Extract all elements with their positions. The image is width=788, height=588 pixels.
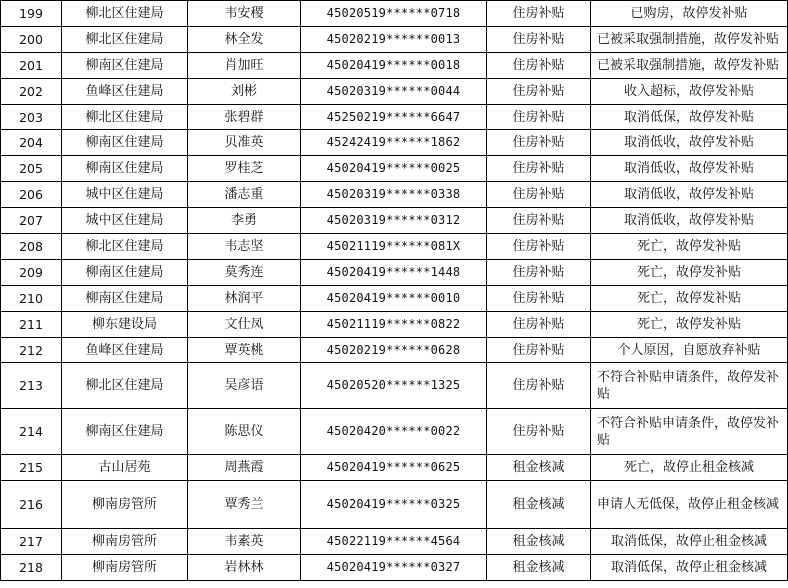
name-cell: 岩林林 <box>188 555 301 581</box>
table-row <box>1 259 788 285</box>
name-cell: 韦素英 <box>188 529 301 555</box>
id-cell: 45021119******0822 <box>301 311 487 337</box>
type-cell: 住房补贴 <box>487 363 591 409</box>
row-number: 209 <box>1 259 62 285</box>
id-cell: 45020319******0338 <box>301 182 487 208</box>
name-cell: 吴彦语 <box>188 363 301 409</box>
type-cell: 租金核减 <box>487 555 591 581</box>
type-cell: 住房补贴 <box>487 409 591 455</box>
type-cell: 住房补贴 <box>487 311 591 337</box>
id-cell: 45020520******1325 <box>301 363 487 409</box>
type-cell: 住房补贴 <box>487 104 591 130</box>
name-cell: 肖加旺 <box>188 52 301 78</box>
type-cell: 住房补贴 <box>487 259 591 285</box>
table-row <box>1 130 788 156</box>
reason-cell: 取消低收，故停发补贴 <box>591 208 788 234</box>
reason-cell: 死亡，故停止租金核减 <box>591 455 788 481</box>
row-number: 202 <box>1 78 62 104</box>
table-row <box>1 208 788 234</box>
reason-cell: 取消低收，故停发补贴 <box>591 156 788 182</box>
unit-cell: 古山居苑 <box>62 455 188 481</box>
row-number: 200 <box>1 26 62 52</box>
reason-cell: 取消低收，故停发补贴 <box>591 130 788 156</box>
table-row <box>1 1 788 27</box>
reason-cell: 已购房，故停发补贴 <box>591 1 788 27</box>
unit-cell: 城中区住建局 <box>62 182 188 208</box>
unit-cell: 柳南区住建局 <box>62 409 188 455</box>
unit-cell: 柳南区住建局 <box>62 130 188 156</box>
table-row <box>1 409 788 455</box>
reason-cell: 取消低保，故停发补贴 <box>591 104 788 130</box>
table-row <box>1 337 788 363</box>
id-cell: 45020319******0312 <box>301 208 487 234</box>
id-cell: 45020419******0010 <box>301 285 487 311</box>
id-cell: 45020519******0718 <box>301 1 487 27</box>
table-row <box>1 182 788 208</box>
unit-cell: 鱼峰区住建局 <box>62 78 188 104</box>
row-number: 212 <box>1 337 62 363</box>
id-cell: 45021119******081X <box>301 234 487 260</box>
row-number: 206 <box>1 182 62 208</box>
type-cell: 住房补贴 <box>487 130 591 156</box>
unit-cell: 城中区住建局 <box>62 208 188 234</box>
row-number: 214 <box>1 409 62 455</box>
type-cell: 住房补贴 <box>487 337 591 363</box>
reason-cell: 取消低保，故停止租金核减 <box>591 555 788 581</box>
id-cell: 45020419******0327 <box>301 555 487 581</box>
reason-cell: 个人原因，自愿放弃补贴 <box>591 337 788 363</box>
row-number: 199 <box>1 1 62 27</box>
unit-cell: 柳北区住建局 <box>62 234 188 260</box>
name-cell: 张碧群 <box>188 104 301 130</box>
row-number: 203 <box>1 104 62 130</box>
table-row <box>1 156 788 182</box>
unit-cell: 柳南房管所 <box>62 555 188 581</box>
name-cell: 李勇 <box>188 208 301 234</box>
table-row <box>1 78 788 104</box>
row-number: 210 <box>1 285 62 311</box>
row-number: 205 <box>1 156 62 182</box>
id-cell: 45020219******0628 <box>301 337 487 363</box>
unit-cell: 柳南房管所 <box>62 481 188 529</box>
table-row <box>1 481 788 529</box>
name-cell: 覃英桃 <box>188 337 301 363</box>
name-cell: 文仕凤 <box>188 311 301 337</box>
reason-cell: 收入超标，故停发补贴 <box>591 78 788 104</box>
row-number: 216 <box>1 481 62 529</box>
reason-cell: 不符合补贴申请条件，故停发补贴 <box>591 363 788 409</box>
unit-cell: 柳南区住建局 <box>62 52 188 78</box>
id-cell: 45250219******6647 <box>301 104 487 130</box>
table-row <box>1 234 788 260</box>
reason-cell: 死亡，故停发补贴 <box>591 259 788 285</box>
id-cell: 45020219******0013 <box>301 26 487 52</box>
name-cell: 潘志重 <box>188 182 301 208</box>
reason-cell: 不符合补贴申请条件，故停发补贴 <box>591 409 788 455</box>
table-row <box>1 363 788 409</box>
type-cell: 住房补贴 <box>487 156 591 182</box>
type-cell: 住房补贴 <box>487 1 591 27</box>
name-cell: 林润平 <box>188 285 301 311</box>
row-number: 215 <box>1 455 62 481</box>
row-number: 217 <box>1 529 62 555</box>
row-number: 211 <box>1 311 62 337</box>
table-row <box>1 104 788 130</box>
row-number: 213 <box>1 363 62 409</box>
row-number: 204 <box>1 130 62 156</box>
name-cell: 刘彬 <box>188 78 301 104</box>
type-cell: 住房补贴 <box>487 78 591 104</box>
unit-cell: 柳北区住建局 <box>62 1 188 27</box>
unit-cell: 柳南区住建局 <box>62 285 188 311</box>
name-cell: 林全发 <box>188 26 301 52</box>
reason-cell: 取消低收，故停发补贴 <box>591 182 788 208</box>
reason-cell: 死亡，故停发补贴 <box>591 311 788 337</box>
id-cell: 45020419******0025 <box>301 156 487 182</box>
type-cell: 租金核减 <box>487 529 591 555</box>
id-cell: 45020419******0325 <box>301 481 487 529</box>
table-row <box>1 555 788 581</box>
reason-cell: 已被采取强制措施，故停发补贴 <box>591 26 788 52</box>
id-cell: 45242419******1862 <box>301 130 487 156</box>
unit-cell: 柳北区住建局 <box>62 26 188 52</box>
name-cell: 贝准英 <box>188 130 301 156</box>
reason-cell: 已被采取强制措施，故停发补贴 <box>591 52 788 78</box>
type-cell: 住房补贴 <box>487 234 591 260</box>
unit-cell: 柳南房管所 <box>62 529 188 555</box>
reason-cell: 死亡，故停发补贴 <box>591 234 788 260</box>
unit-cell: 柳北区住建局 <box>62 104 188 130</box>
unit-cell: 鱼峰区住建局 <box>62 337 188 363</box>
row-number: 218 <box>1 555 62 581</box>
table-row <box>1 529 788 555</box>
table-row <box>1 285 788 311</box>
name-cell: 覃秀兰 <box>188 481 301 529</box>
row-number: 207 <box>1 208 62 234</box>
type-cell: 住房补贴 <box>487 52 591 78</box>
id-cell: 45020419******1448 <box>301 259 487 285</box>
table-row <box>1 311 788 337</box>
type-cell: 住房补贴 <box>487 285 591 311</box>
type-cell: 住房补贴 <box>487 182 591 208</box>
id-cell: 45020420******0022 <box>301 409 487 455</box>
id-cell: 45020419******0018 <box>301 52 487 78</box>
unit-cell: 柳南区住建局 <box>62 156 188 182</box>
name-cell: 韦安稷 <box>188 1 301 27</box>
table-row <box>1 455 788 481</box>
table-row <box>1 26 788 52</box>
type-cell: 租金核减 <box>487 481 591 529</box>
id-cell: 45022119******4564 <box>301 529 487 555</box>
type-cell: 住房补贴 <box>487 208 591 234</box>
type-cell: 住房补贴 <box>487 26 591 52</box>
row-number: 208 <box>1 234 62 260</box>
reason-cell: 申请人无低保，故停止租金核减 <box>591 481 788 529</box>
unit-cell: 柳北区住建局 <box>62 363 188 409</box>
table-row <box>1 52 788 78</box>
name-cell: 韦志坚 <box>188 234 301 260</box>
name-cell: 周燕霞 <box>188 455 301 481</box>
name-cell: 罗桂芝 <box>188 156 301 182</box>
name-cell: 陈思仪 <box>188 409 301 455</box>
id-cell: 45020419******0625 <box>301 455 487 481</box>
row-number: 201 <box>1 52 62 78</box>
reason-cell: 取消低保，故停止租金核减 <box>591 529 788 555</box>
reason-cell: 死亡，故停发补贴 <box>591 285 788 311</box>
name-cell: 莫秀连 <box>188 259 301 285</box>
id-cell: 45020319******0044 <box>301 78 487 104</box>
type-cell: 租金核减 <box>487 455 591 481</box>
unit-cell: 柳南区住建局 <box>62 259 188 285</box>
unit-cell: 柳东建设局 <box>62 311 188 337</box>
